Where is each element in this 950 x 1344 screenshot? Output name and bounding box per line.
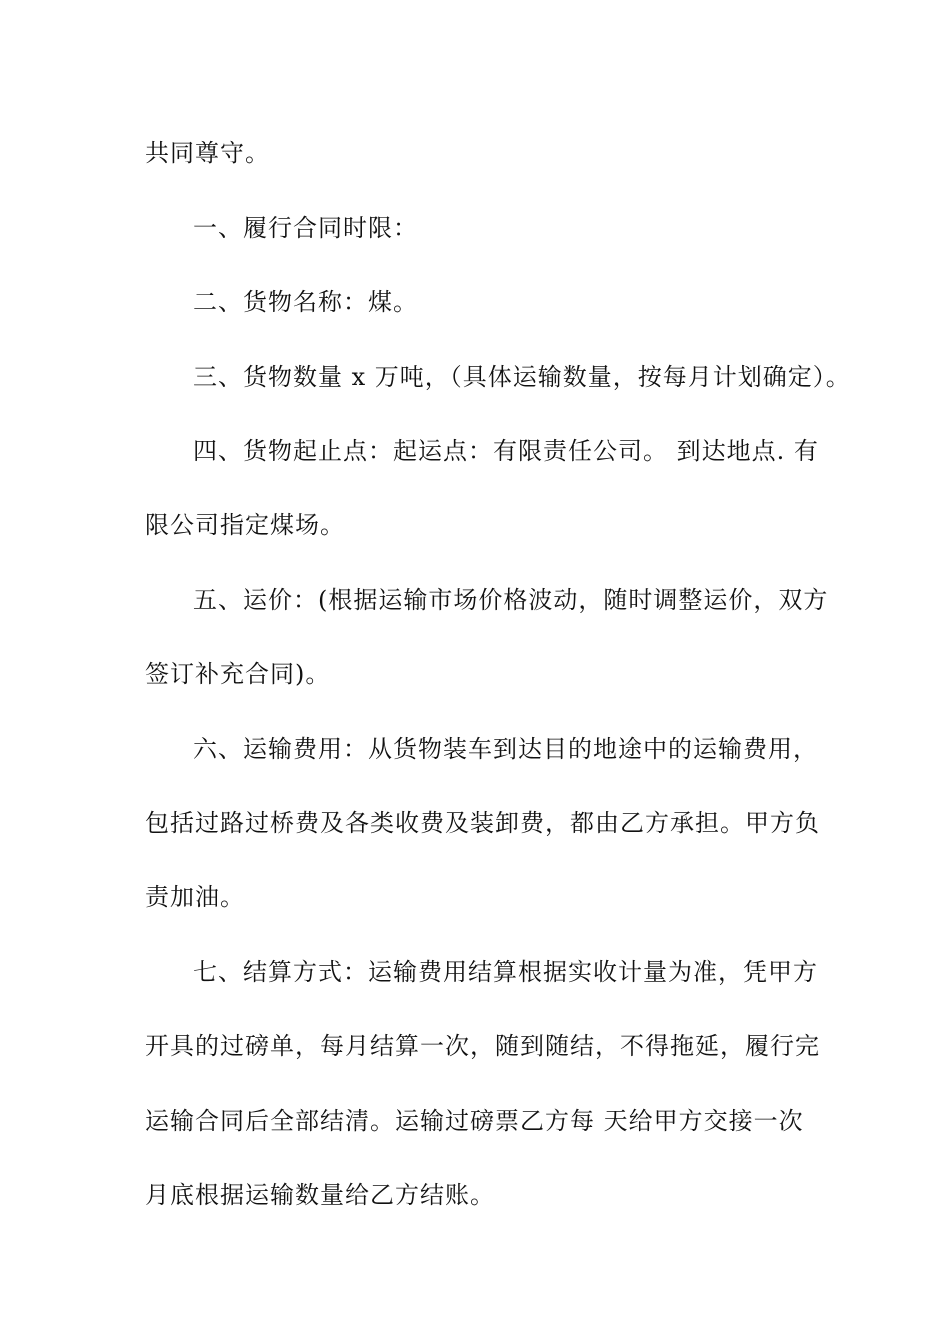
clause-4-route: 四、货物起止点：起运点：有限责任公司。 到达地点. 有 bbox=[193, 437, 819, 465]
clause-5-price-cont: 签订补充合同)。 bbox=[145, 660, 331, 688]
text-line-continuation: 共同尊守。 bbox=[145, 139, 270, 167]
clause-1-term: 一、履行合同时限： bbox=[193, 214, 418, 242]
clause-6-fees-cont-1: 包括过路过桥费及各类收费及装卸费，都由乙方承担。甲方负 bbox=[145, 809, 820, 837]
clause-7-settlement-cont-3: 月底根据运输数量给乙方结账。 bbox=[145, 1181, 495, 1209]
clause-4-route-cont: 限公司指定煤场。 bbox=[145, 511, 345, 539]
clause-6-fees: 六、运输费用：从货物装车到达目的地途中的运输费用， bbox=[193, 735, 818, 763]
clause-3-quantity: 三、货物数量 x 万吨，（具体运输数量，按每月计划确定）。 bbox=[193, 363, 851, 391]
clause-6-fees-cont-2: 责加油。 bbox=[145, 883, 245, 911]
clause-7-settlement-cont-2: 运输合同后全部结清。运输过磅票乙方每 天给甲方交接一次 bbox=[145, 1107, 804, 1135]
clause-7-settlement: 七、结算方式：运输费用结算根据实收计量为准，凭甲方 bbox=[193, 958, 818, 986]
clause-5-price: 五、运价：(根据运输市场价格波动，随时调整运价，双方 bbox=[193, 586, 829, 614]
clause-2-goods-name: 二、货物名称：煤。 bbox=[193, 288, 418, 316]
clause-7-settlement-cont-1: 开具的过磅单，每月结算一次，随到随结，不得拖延，履行完 bbox=[145, 1032, 820, 1060]
